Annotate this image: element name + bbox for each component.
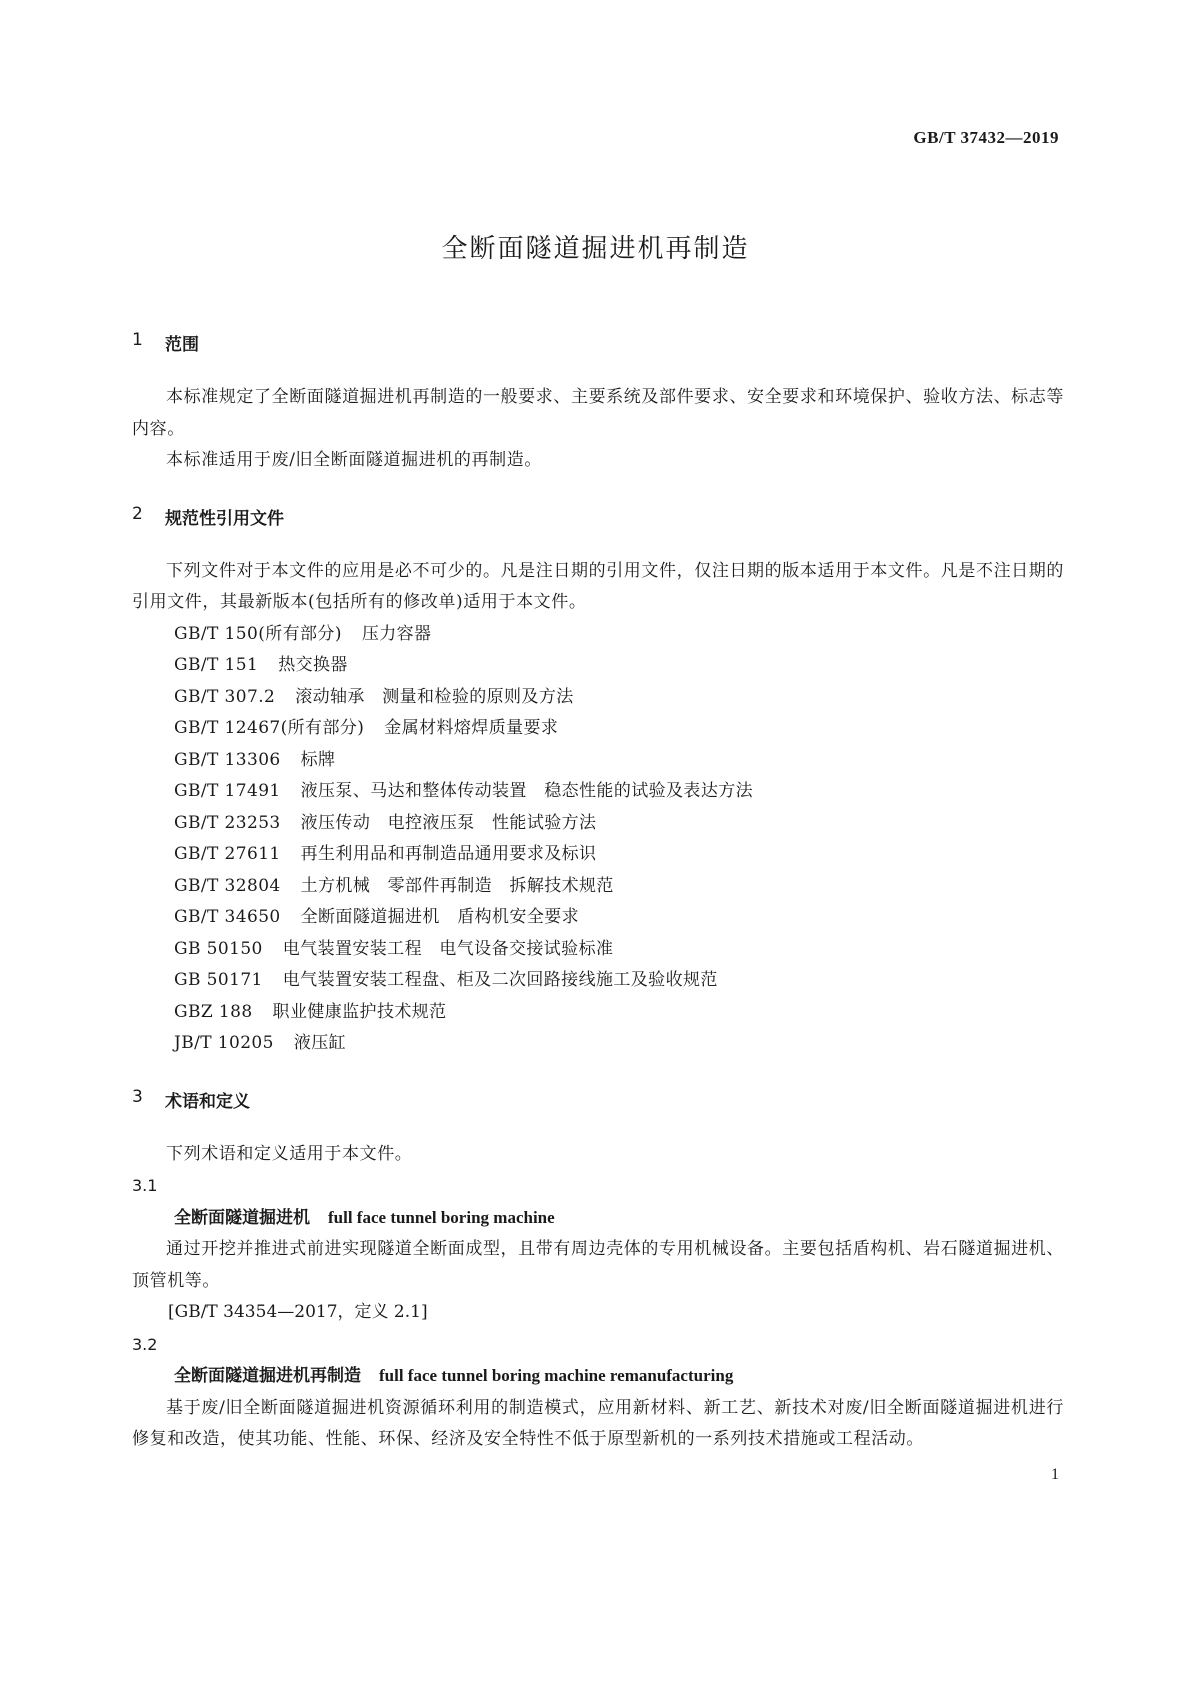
reference-item (132, 776, 1064, 808)
term-definition: 通过开挖并推进式前进实现隧道全断面成型，且带有周边壳体的专用机械设备。主要包括盾构机、岩石隧道掘进机、顶管机等。 (132, 1239, 1064, 1291)
reference-item (132, 1028, 1064, 1060)
reference-title: 滚动轴承 测量和检验的原则及方法 (295, 686, 574, 707)
reference-item (132, 619, 1064, 651)
standard-code: GB/T 37432—2019 (913, 128, 1059, 147)
reference-item (132, 902, 1064, 934)
term-name-zh: 全断面隧道掘进机 (174, 1207, 310, 1228)
reference-list (132, 619, 1064, 1060)
section-number: 3 (132, 1086, 143, 1107)
reference-code: GB 50171 (174, 970, 263, 990)
reference-code: GB/T 17491 (174, 781, 281, 801)
term-name (132, 1360, 1064, 1393)
reference-code: GB/T 27611 (174, 844, 281, 864)
reference-item (132, 839, 1064, 871)
paragraph: 本标准适用于废/旧全断面隧道掘进机的再制造。 (166, 450, 542, 470)
reference-item (132, 808, 1064, 840)
paragraph: 本标准规定了全断面隧道掘进机再制造的一般要求、主要系统及部件要求、安全要求和环境保护、验收方法、标志等内容。 (132, 387, 1064, 439)
term-name (132, 1202, 1064, 1235)
reference-title: 热交换器 (278, 655, 348, 675)
term-name-en: full face tunnel boring machine (328, 1207, 555, 1227)
reference-item (132, 965, 1064, 997)
reference-title: 标牌 (300, 749, 336, 770)
section-heading (132, 1087, 1064, 1112)
reference-code: GB/T 307.2 (174, 686, 276, 707)
term-name-en: full face tunnel boring machine remanufacturing (379, 1366, 734, 1385)
reference-title: 电气装置安装工程盘、柜及二次回路接线施工及验收规范 (282, 970, 718, 990)
reference-code: JB/T 10205 (174, 1033, 274, 1053)
reference-item (132, 934, 1064, 966)
reference-title: 液压缸 (293, 1033, 347, 1053)
document-body (132, 330, 1064, 1456)
reference-code: GB/T 12467(所有部分) (174, 718, 365, 738)
reference-title: 金属材料熔焊质量要求 (384, 718, 559, 738)
reference-title: 职业健康监护技术规范 (272, 1001, 447, 1022)
term-name-zh: 全断面隧道掘进机再制造 (174, 1366, 361, 1386)
paragraph: 下列术语和定义适用于本文件。 (166, 1143, 413, 1164)
section-number: 2 (132, 503, 143, 524)
section-heading (132, 504, 1064, 529)
section-heading (132, 330, 1064, 355)
reference-code: GB/T 23253 (174, 812, 281, 833)
term-number: 3.1 (132, 1176, 158, 1195)
reference-code: GBZ 188 (174, 1001, 253, 1022)
reference-title: 再生利用品和再制造品通用要求及标识 (300, 844, 597, 864)
section-number: 1 (132, 330, 143, 350)
reference-item (132, 871, 1064, 903)
reference-title: 液压传动 电控液压泵 性能试验方法 (300, 812, 597, 833)
reference-code: GB/T 151 (174, 655, 259, 675)
reference-code: GB/T 13306 (174, 749, 281, 770)
term-definition: 基于废/旧全断面隧道掘进机资源循环利用的制造模式，应用新材料、新工艺、新技术对废/旧全断面隧道掘进机进行修复和改造，使其功能、性能、环保、经济及安全特性不低于原型新机的一系列技术措施或工程活动。 (132, 1397, 1064, 1449)
reference-code: GB/T 150(所有部分) (174, 623, 342, 644)
section-title: 范围 (165, 335, 199, 355)
reference-code: GB/T 32804 (174, 875, 281, 896)
term-number: 3.2 (132, 1334, 158, 1354)
reference-item (132, 997, 1064, 1029)
section-title: 规范性引用文件 (165, 508, 284, 529)
reference-title: 全断面隧道掘进机 盾构机安全要求 (300, 907, 580, 927)
reference-item (132, 713, 1064, 745)
page-number: 1 (1051, 1466, 1059, 1483)
reference-item (132, 650, 1064, 682)
reference-item (132, 682, 1064, 714)
paragraph: 下列文件对于本文件的应用是必不可少的。凡是注日期的引用文件，仅注日期的版本适用于本文件。凡是不注日期的引用文件，其最新版本(包括所有的修改单)适用于本文件。 (132, 560, 1064, 612)
reference-title: 压力容器 (361, 623, 432, 644)
reference-title: 土方机械 零部件再制造 拆解技术规范 (300, 875, 614, 896)
reference-title: 液压泵、马达和整体传动装置 稳态性能的试验及表达方法 (300, 781, 754, 801)
document-title: 全断面隧道掘进机再制造 (441, 234, 750, 264)
reference-code: GB/T 34650 (174, 907, 281, 927)
section-title: 术语和定义 (165, 1091, 250, 1112)
term-source: [GB/T 34354—2017，定义 2.1] (168, 1302, 428, 1322)
reference-title: 电气装置安装工程 电气设备交接试验标准 (282, 938, 614, 959)
reference-item (132, 745, 1064, 777)
reference-code: GB 50150 (174, 938, 263, 959)
